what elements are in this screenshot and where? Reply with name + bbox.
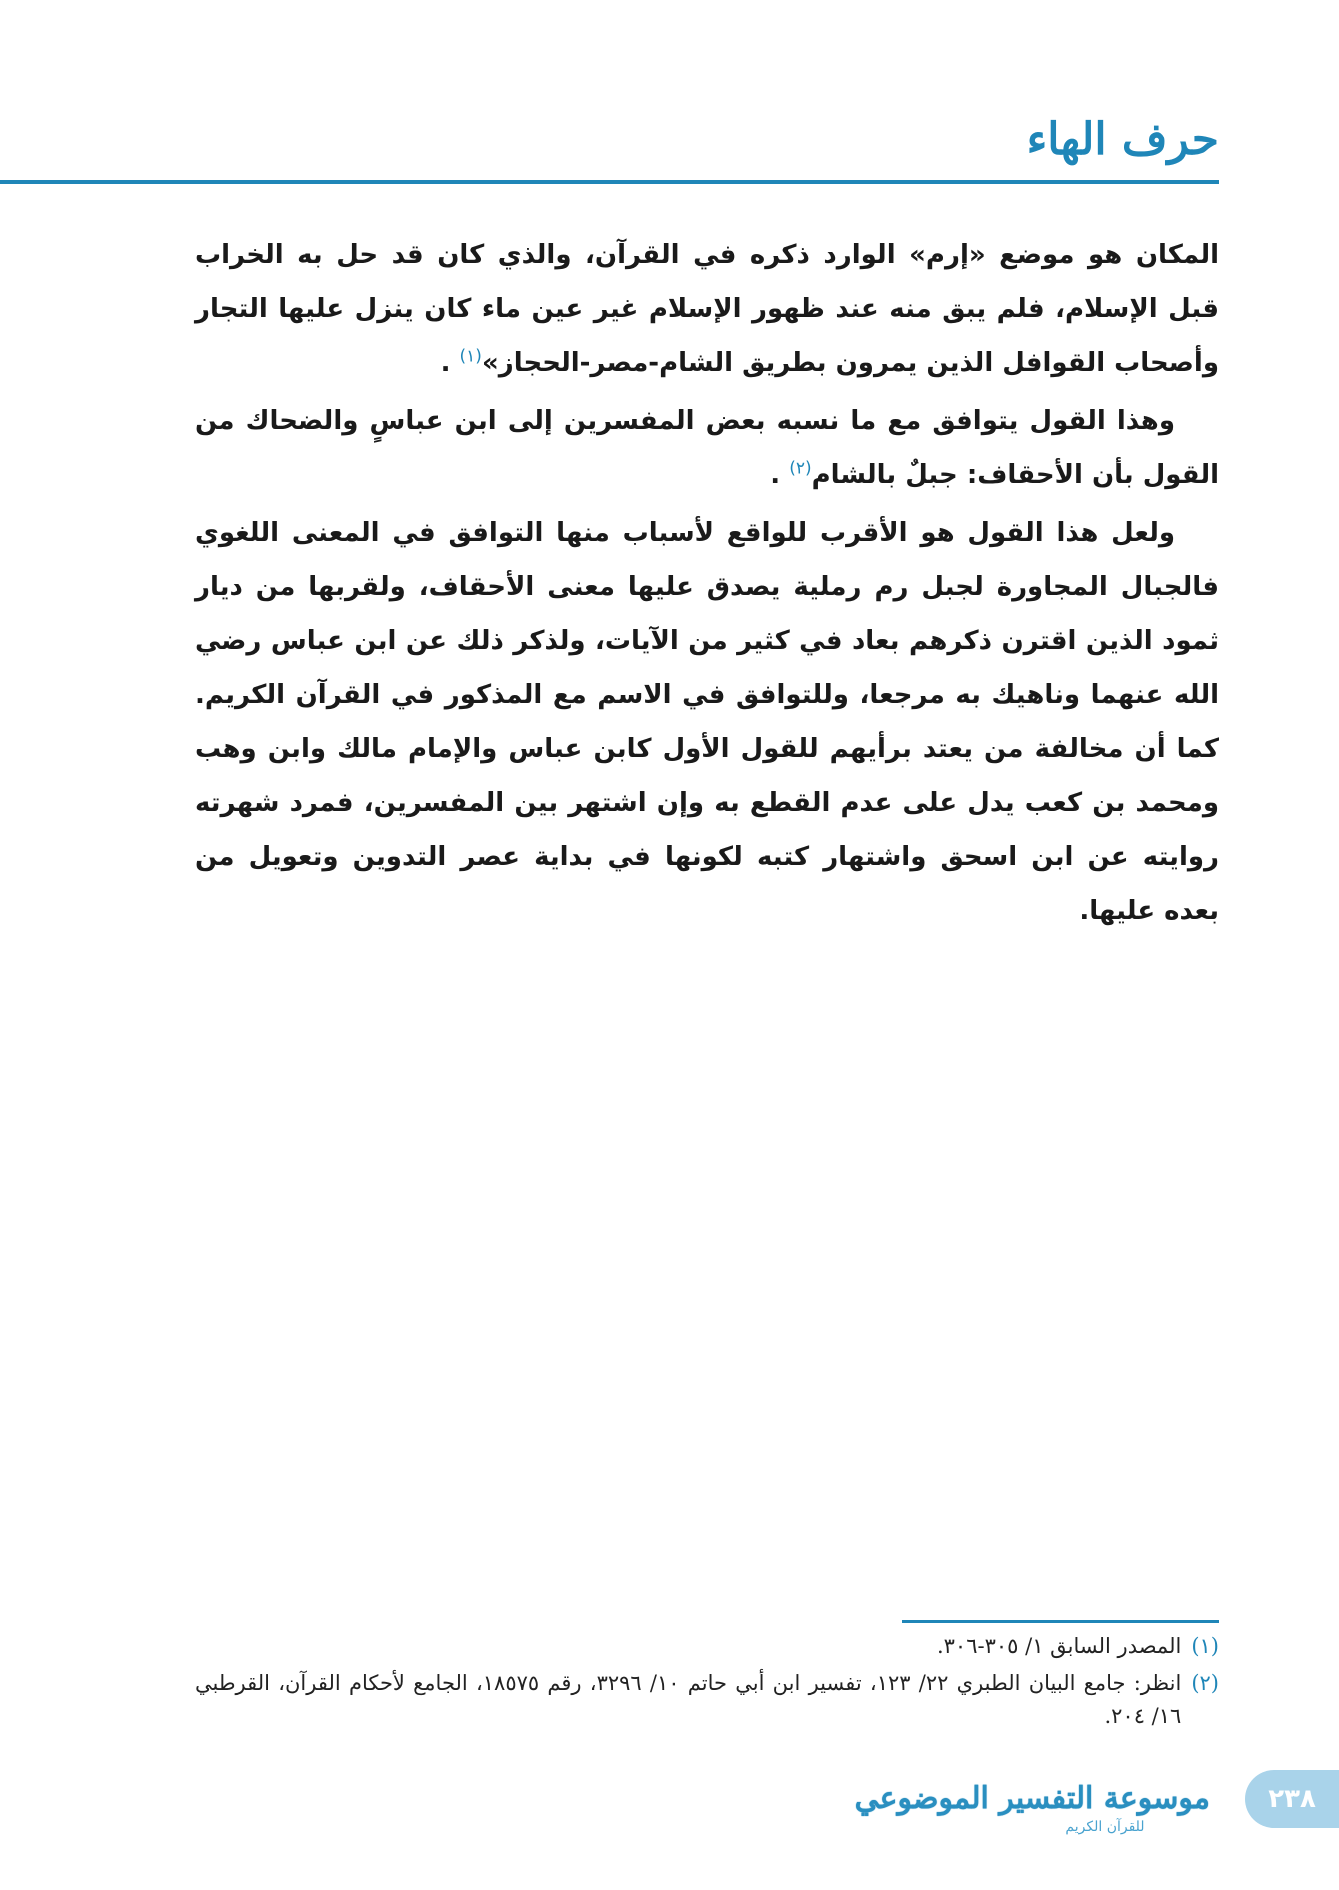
footnotes <box>195 1630 1219 1737</box>
logo-subtitle: للقرآن الكريم <box>1065 1819 1145 1835</box>
footnote-separator <box>902 1620 1219 1623</box>
paragraph-1-text: المكان هو موضع «إرم» الوارد ذكره في القرآن، والذي كان قد حل به الخراب قبل الإسلام، فلم يبق منه عند ظهور الإسلام غير عين ماء كان ينزل عليها التجار وأصحاب القوافل الذين يمرون بطريق الشام-مصر-الحجاز» <box>195 240 1219 378</box>
encyclopedia-logo <box>854 1780 1210 1852</box>
paragraph-2 <box>195 394 1219 502</box>
paragraph-3-text: ولعل هذا القول هو الأقرب للواقع لأسباب منها التوافق في المعنى اللغوي فالجبال المجاورة لجبل رم رملية يصدق عليها معنى الأحقاف، ولقربها من ديار ثمود الذين اقترن ذكرهم بعاد في كثير من الآيات، ولذكر ذلك عن ابن عباس رضي الله عنهما وناهيك به مرجعا، وللتوافق في الاسم مع المذكور في القرآن الكريم. كما أن مخالفة من يعتد برأيهم للقول الأول كابن عباس والإمام مالك وابن وهب ومحمد بن كعب يدل على عدم القطع به وإن اشتهر بين المفسرين، فمرد شهرته روايته عن ابن اسحق واشتهار كتبه لكونها في بداية عصر التدوين وتعويل من بعده عليها. <box>195 518 1219 926</box>
logo-title: موسوعة التفسير الموضوعي <box>854 1781 1210 1816</box>
footnote-ref-2[interactable]: (٢) <box>789 458 812 479</box>
paragraph-1-end: . <box>440 348 451 378</box>
section-title: حرف الهاء <box>1026 114 1219 165</box>
main-text <box>195 228 1219 942</box>
paragraph-2-end: . <box>770 460 781 490</box>
header-rule <box>0 180 1219 184</box>
footnote-2-number: (٢) <box>1191 1671 1219 1695</box>
footnote-1-text: المصدر السابق ١/ ٣٠٥-٣٠٦. <box>936 1634 1182 1658</box>
footnote-1 <box>195 1630 1219 1663</box>
paragraph-2-text: وهذا القول يتوافق مع ما نسبه بعض المفسرين إلى ابن عباسٍ والضحاك من القول بأن الأحقاف: جبلٌ بالشام <box>195 406 1219 490</box>
page-number: ٢٣٨ <box>1245 1770 1339 1828</box>
paragraph-1 <box>195 228 1219 390</box>
footnote-2 <box>195 1667 1219 1733</box>
footnote-ref-1[interactable]: (١) <box>459 346 482 367</box>
footnote-2-text: انظر: جامع البيان الطبري ٢٢/ ١٢٣، تفسير ابن أبي حاتم ١٠/ ٣٢٩٦، رقم ١٨٥٧٥، الجامع لأحكام القرآن، القرطبي ١٦/ ٢٠٤. <box>195 1671 1182 1728</box>
footnote-1-number: (١) <box>1191 1634 1219 1658</box>
paragraph-3 <box>195 506 1219 938</box>
